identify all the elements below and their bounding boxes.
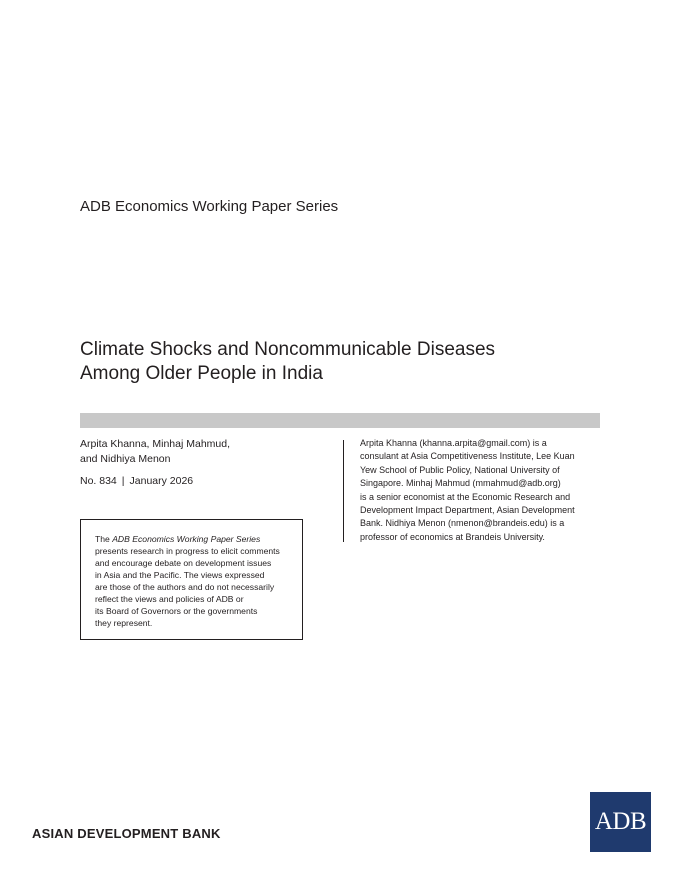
issue-info [80, 475, 193, 487]
bio-line: is a senior economist at the Economic Research and [360, 491, 571, 502]
divider-bar [80, 413, 600, 428]
bio-line: Development Impact Department, Asian Development [360, 505, 575, 516]
paper-title-line-1: Climate Shocks and Noncommunicable Diseases [80, 339, 496, 360]
authors-line-2: and Nidhiya Menon [80, 452, 171, 465]
bio-line: Singapore. Minhaj Mahmud (mmahmud@adb.org) [360, 478, 561, 489]
bio-line: professor of economics at Brandeis University. [360, 531, 545, 542]
bio-line: Yew School of Public Policy, National University of [360, 464, 560, 475]
disclaimer-line: in Asia and the Pacific. The views expressed [95, 570, 265, 580]
author-bio [360, 437, 600, 544]
issue-date: January 2026 [129, 475, 194, 487]
adb-logo-text: ADB [594, 808, 647, 835]
disclaimer-line: presents research in progress to elicit comments [95, 546, 280, 556]
bio-line: Bank. Nidhiya Menon (nmenon@brandeis.edu) is a [360, 518, 565, 529]
bio-line: consulant at Asia Competitiveness Institute, Lee Kuan [360, 451, 575, 462]
disclaimer-series-name: ADB Economics Working Paper Series [112, 534, 261, 544]
issue-separator: | [121, 475, 125, 487]
disclaimer-line-first [95, 533, 280, 545]
disclaimer-prefix: The [95, 534, 113, 544]
disclaimer-box [80, 519, 303, 640]
disclaimer-line: are those of the authors and do not necessarily [95, 582, 275, 592]
disclaimer-text [95, 533, 280, 629]
vertical-divider [343, 440, 344, 542]
disclaimer-line: and encourage debate on development issues [95, 558, 272, 568]
paper-title [80, 338, 600, 386]
adb-logo [590, 792, 651, 852]
authors [80, 437, 230, 466]
series-title: ADB Economics Working Paper Series [80, 198, 339, 215]
disclaimer-line: its Board of Governors or the governments [95, 606, 258, 616]
bio-line: Arpita Khanna (khanna.arpita@gmail.com) is a [360, 438, 547, 448]
issue-number: No. 834 [80, 475, 117, 487]
paper-title-line-2: Among Older People in India [80, 363, 323, 384]
bank-name: ASIAN DEVELOPMENT BANK [32, 826, 221, 841]
disclaimer-line: they represent. [95, 618, 153, 628]
authors-line-1: Arpita Khanna, Minhaj Mahmud, [80, 438, 230, 450]
disclaimer-line: reflect the views and policies of ADB or [95, 594, 244, 604]
